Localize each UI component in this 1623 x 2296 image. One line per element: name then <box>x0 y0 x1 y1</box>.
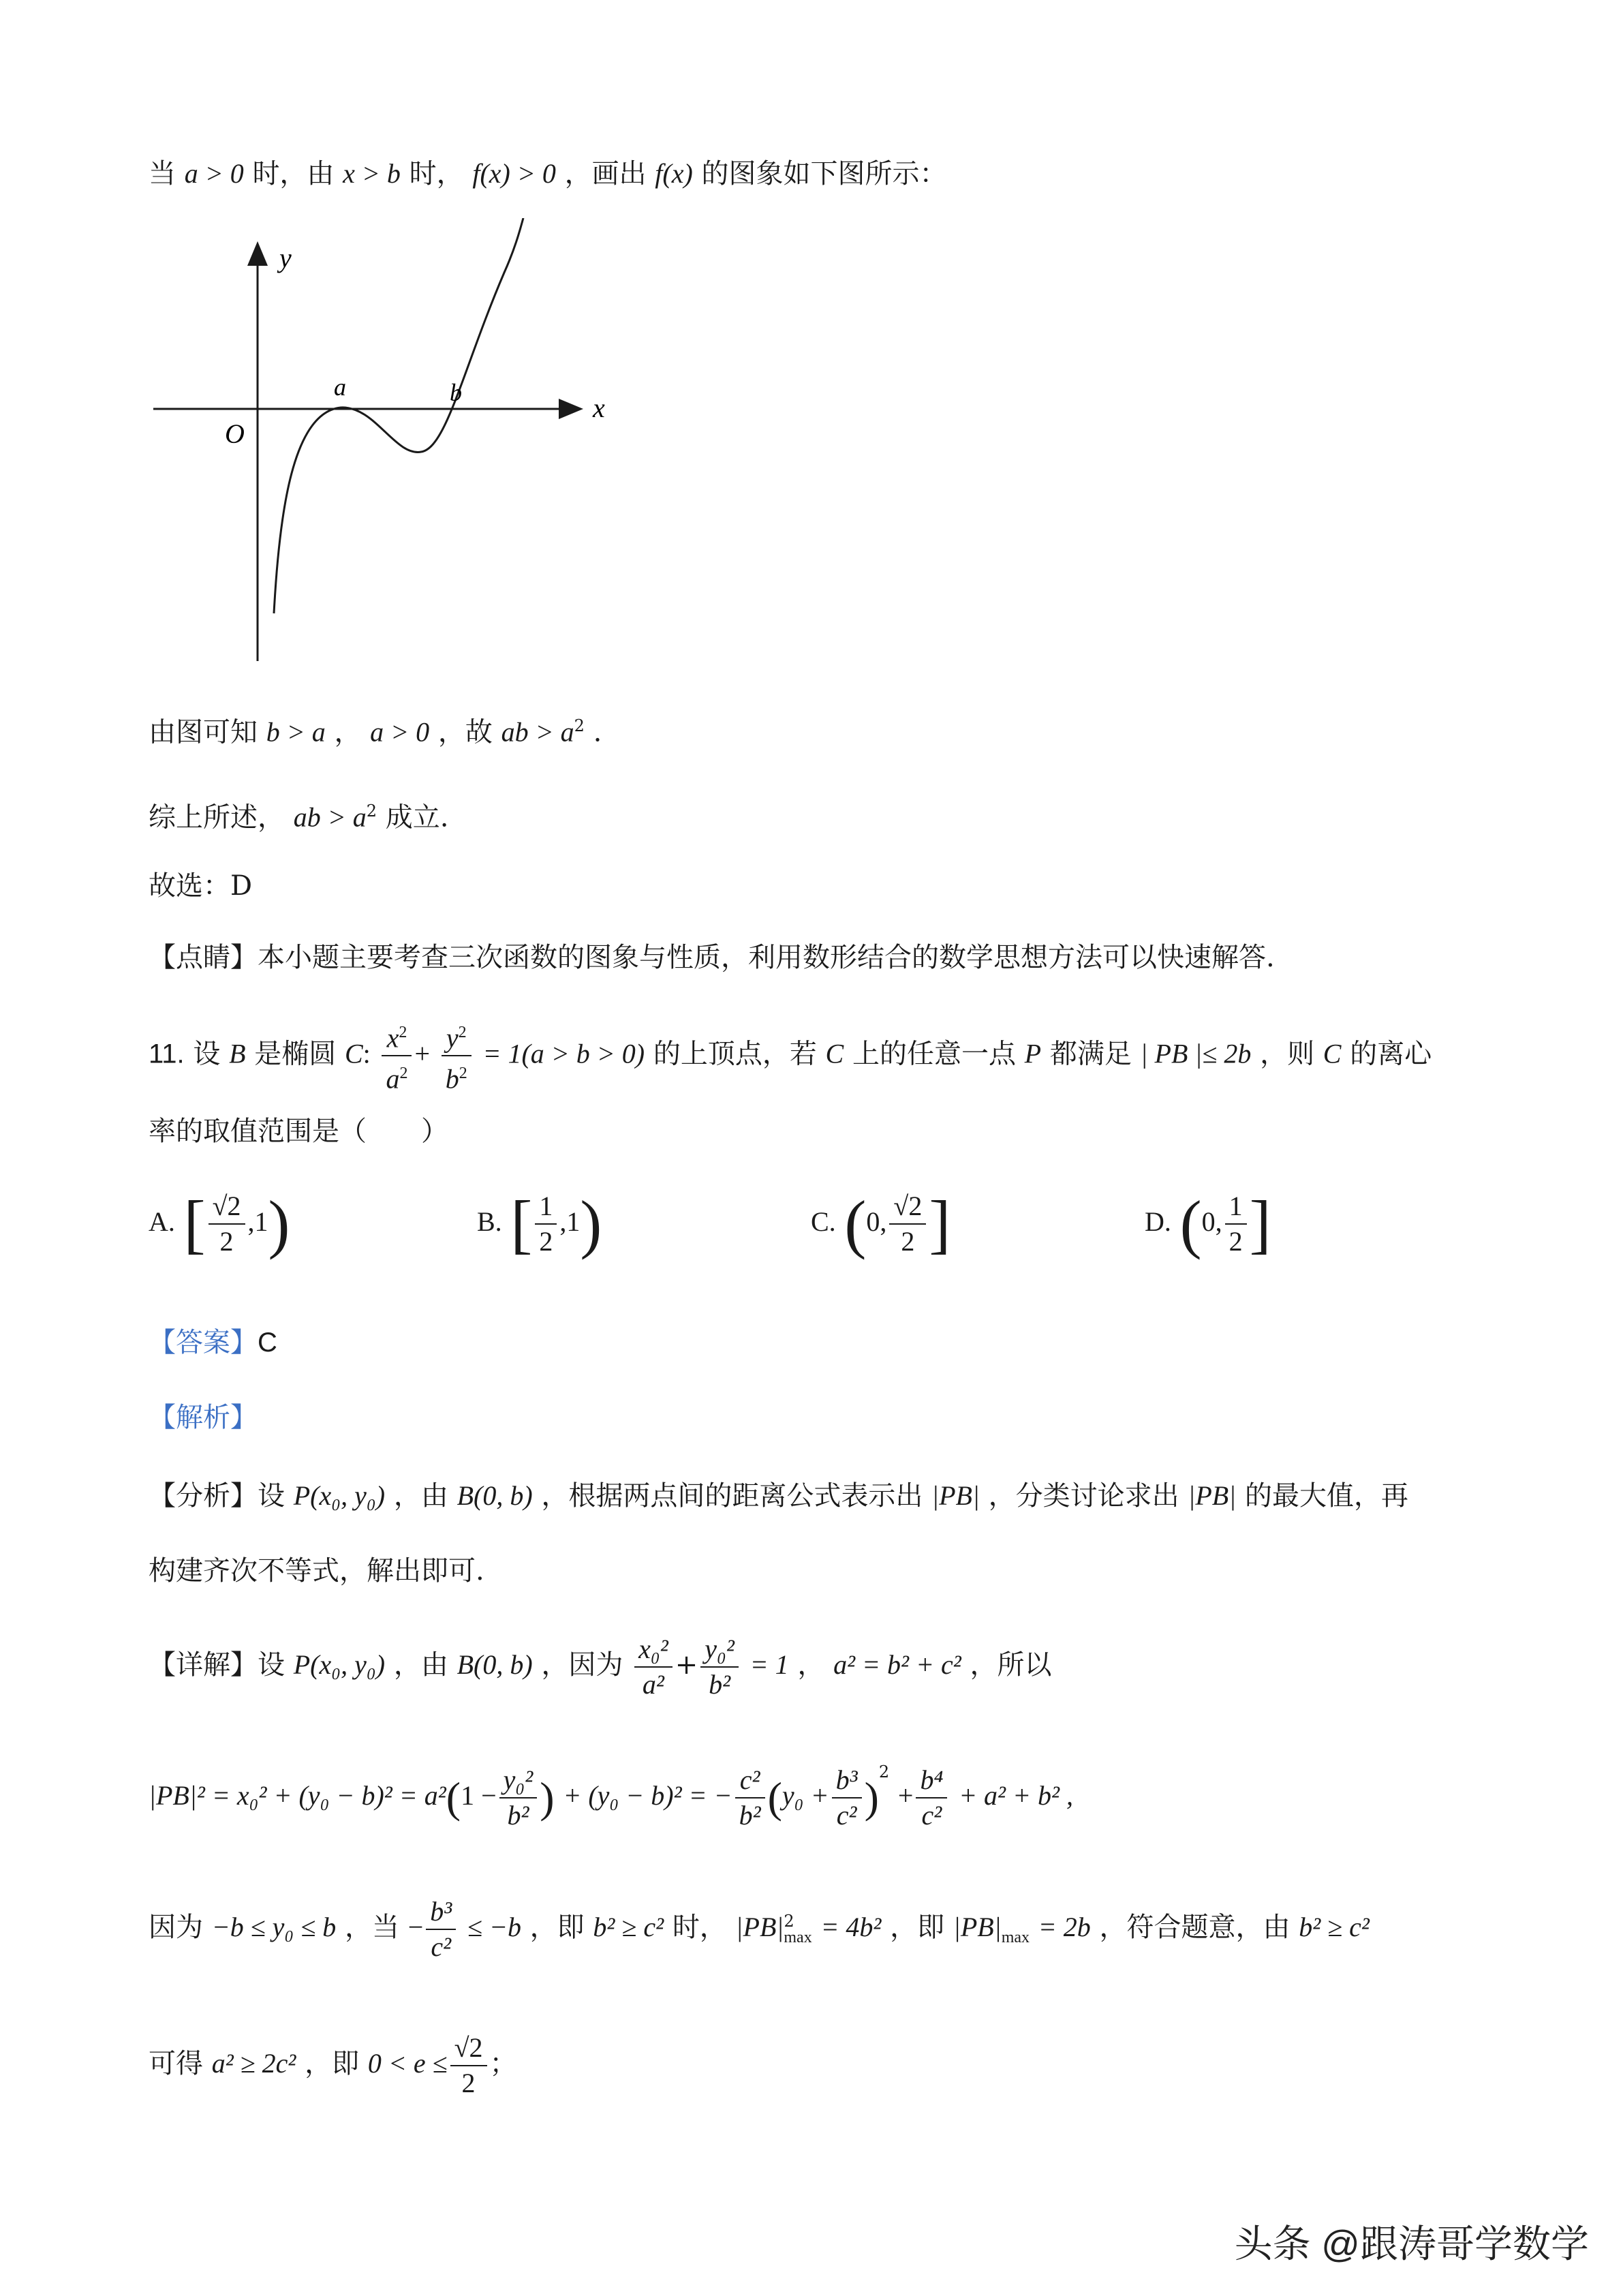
superscript: 2 <box>574 716 585 735</box>
text: ， <box>797 1649 825 1681</box>
text: ，当 <box>345 1912 399 1943</box>
text: ，则 <box>1260 1038 1315 1070</box>
math: |PB| <box>953 1912 1002 1942</box>
option-text: 0, <box>1201 1206 1222 1237</box>
cubic-curve <box>274 218 523 613</box>
text: 设 <box>258 1480 285 1512</box>
text: 综上所述， <box>149 801 285 833</box>
dianjing-line <box>149 937 1275 978</box>
math: P(x₀, y₀) <box>293 1480 386 1511</box>
math: b > a <box>266 716 326 748</box>
intro-line <box>149 153 947 194</box>
answer-label: 【答案】 <box>149 1328 258 1358</box>
answer-line <box>149 1322 277 1363</box>
math: 0 < e ≤ <box>367 2048 448 2079</box>
intro-math: f(x) <box>655 158 693 189</box>
math: |PB| <box>931 1480 980 1511</box>
text: 设 <box>258 1649 285 1681</box>
math: B <box>229 1038 246 1069</box>
text: ，即 <box>529 1912 585 1943</box>
option-label: C. <box>811 1206 836 1237</box>
text: 可得 <box>149 2048 203 2079</box>
denominator: 2 <box>208 1223 245 1259</box>
text: ，根据两点间的距离公式表示出 <box>541 1480 923 1512</box>
math: | PB |≤ 2b <box>1140 1038 1252 1069</box>
math: ab > a <box>293 801 367 833</box>
intro-text: 时， <box>409 158 464 189</box>
text: ，故 <box>437 716 493 748</box>
intro-math: a > 0 <box>184 158 244 189</box>
text: ，由 <box>393 1480 448 1512</box>
text: ，分类讨论求出 <box>988 1480 1179 1512</box>
math: ≤ −b <box>467 1912 521 1942</box>
text: ，符合题意，由 <box>1099 1912 1290 1943</box>
intro-math: x > b <box>343 158 401 189</box>
question-11-line2 <box>149 1111 448 1152</box>
intro-text: 时，由 <box>252 158 335 189</box>
text: 因为 <box>149 1912 203 1943</box>
math: a² ≥ 2c² <box>211 2048 296 2079</box>
math: = 1(a > b > 0) <box>482 1038 645 1069</box>
math: + a² + b² , <box>959 1780 1074 1811</box>
text: 是椭圆 <box>254 1038 337 1070</box>
text: 设 <box>193 1038 221 1070</box>
text: 的最大值，再 <box>1244 1480 1408 1512</box>
math: b² ≥ c² <box>1299 1912 1370 1942</box>
cubic-graph <box>143 218 634 682</box>
choice-text: 故选：D <box>149 870 253 902</box>
text: 率的取值范围是（ ） <box>149 1116 448 1147</box>
math: C <box>344 1038 363 1069</box>
case1-line: 因为 −b ≤ y₀ ≤ b ，当 − $\frac{\text{b³}}{\text{c²}}$ ≤ −b ，即 b² ≥ c² 时， |PB| 2 max = 4b² ，即 $|PB|_{max} = 2b$ ，符合题意，由 b² ≥ c² <box>149 1895 1370 1964</box>
math: y₀ + <box>782 1780 829 1811</box>
text: ，由 <box>393 1649 448 1681</box>
expansion-line: |PB|² = x₀² + (y₀ − b)² = a²(1 − $\frac{\text{y₀²}}{\text{b²}}$ ) + (y₀ − b)² = − $\frac{\text{c²}}{\text{b²}}$ (y₀ + $\frac{\text{b³}}{\text{c²}}$ )$^2$ + $\frac{\text{b⁴}}{\text{c²}}$ + a² + b² , <box>149 1751 1073 1833</box>
text: 成立. <box>385 801 449 833</box>
xiangjie-label: 【详解】 <box>149 1649 258 1681</box>
text: 由图可知 <box>149 716 258 748</box>
math: |PB|² = x₀² + (y₀ − b)² = a² <box>149 1780 446 1811</box>
text: . <box>593 716 602 748</box>
option-text: ,1 <box>247 1206 268 1237</box>
text: ，即 <box>890 1912 945 1943</box>
option-c[interactable]: C. (0, $\frac{√2}{2}$ ] <box>811 1187 951 1260</box>
analysis-label-text: 【解析】 <box>149 1403 258 1433</box>
math: a² = b² + c² <box>833 1649 961 1680</box>
origin-label: O <box>225 418 245 449</box>
numerator: y <box>446 1022 459 1054</box>
intro-text: 的图象如下图所示： <box>701 158 947 189</box>
math: = 2b <box>1038 1912 1091 1942</box>
option-label: A. <box>149 1206 175 1237</box>
math: + (y₀ − b)² = − <box>563 1780 732 1811</box>
intro-math: f(x) > 0 <box>472 158 556 189</box>
analysis-label <box>149 1397 258 1438</box>
option-text: 0, <box>866 1206 887 1237</box>
text: 构建齐次不等式，解出即可. <box>149 1555 484 1587</box>
superscript: 2 <box>366 801 377 821</box>
numerator: 1 <box>539 1191 553 1221</box>
text: ， <box>334 716 362 748</box>
text: 上的任意一点 <box>852 1038 1016 1070</box>
fenxi-line1 <box>149 1475 1408 1516</box>
math: : <box>362 1038 371 1069</box>
math: C <box>1323 1038 1342 1069</box>
intro-text: 当 <box>149 158 176 189</box>
math: b² ≥ c² <box>593 1912 664 1942</box>
denominator: 2 <box>1225 1223 1247 1259</box>
math: 1 − <box>461 1780 497 1811</box>
question-number: 11. <box>149 1039 185 1069</box>
math: −b ≤ y₀ ≤ b <box>211 1912 337 1942</box>
numerator: 1 <box>1228 1191 1243 1221</box>
text: ，因为 <box>541 1649 623 1681</box>
x0-fraction: $\frac{\text{x₀²}}{\text{a²}}$ <box>634 1632 673 1702</box>
math: P(x₀, y₀) <box>293 1649 386 1680</box>
text: 时， <box>672 1912 727 1943</box>
fenxi-line2 <box>149 1550 484 1591</box>
math: |PB| <box>1188 1480 1237 1511</box>
case1b-line: 可得 a² ≥ 2c² ，即 0 < e ≤ $\frac{√2}{2}$ ； <box>149 2031 517 2100</box>
numerator: x <box>386 1022 399 1054</box>
point-a-label: a <box>334 373 346 401</box>
math: ab > a <box>501 716 574 748</box>
denominator: b <box>445 1063 459 1095</box>
dianjing-text: 【点睛】本小题主要考查三次函数的图象与性质，利用数形结合的数学思想方法可以快速解答. <box>149 942 1275 973</box>
figure-conclusion <box>149 705 602 752</box>
math: B(0, b) <box>457 1480 533 1511</box>
denominator: 2 <box>889 1223 926 1259</box>
fenxi-label: 【分析】 <box>149 1480 258 1512</box>
xiangjie-line: 【详解】设 P(x₀, y₀) ，由 B(0, b) ，因为 $\frac{\text{x₀²}}{\text{a²}}$ + $\frac{\text{y₀²}}{\text{b²}}$ = 1 ， a² = b² + c² ，所以 <box>149 1632 1052 1702</box>
y0-fraction: $\frac{\text{y₀²}}{\text{b²}}$ <box>700 1632 739 1702</box>
superscript: 2 <box>878 1762 890 1781</box>
math: = 1 <box>749 1649 789 1680</box>
point-b-label: b <box>450 379 462 406</box>
x-axis-label: x <box>593 393 605 423</box>
denominator: 2 <box>535 1223 557 1259</box>
text: ； <box>489 2048 517 2079</box>
option-label: B. <box>477 1206 502 1237</box>
option-a[interactable]: A. [ $\frac{√2}{2}$ ,1) <box>149 1187 290 1260</box>
text: ，所以 <box>970 1649 1052 1681</box>
watermark: 头条 @跟涛哥学数学 <box>1234 2222 1589 2265</box>
ellipse-y-fraction: $\frac{y^2}{b^2}$ <box>442 1015 472 1097</box>
math: = 4b² <box>820 1912 882 1942</box>
math: − <box>407 1912 424 1942</box>
math: + <box>414 1038 431 1069</box>
math: C <box>825 1038 844 1069</box>
math: + <box>897 1780 914 1811</box>
numerator: √2 <box>893 1191 923 1221</box>
text: 的离心 <box>1350 1038 1432 1070</box>
math: P <box>1024 1038 1042 1069</box>
option-d[interactable]: D. (0, $\frac{1}{2}$ ] <box>1145 1187 1271 1260</box>
math: B(0, b) <box>457 1649 533 1680</box>
denominator: a <box>386 1063 400 1095</box>
math: a > 0 <box>370 716 430 748</box>
numerator: √2 <box>212 1191 241 1221</box>
choice-line <box>149 866 252 906</box>
text: 的上顶点，若 <box>653 1038 817 1070</box>
question-11-line1 <box>149 1015 1432 1097</box>
math: |PB| <box>735 1912 784 1942</box>
subscript: max <box>1001 1929 1030 1946</box>
answer-value: C <box>258 1328 277 1358</box>
option-b[interactable]: B. [ $\frac{1}{2}$ ,1) <box>477 1187 602 1260</box>
text: 都满足 <box>1049 1038 1132 1070</box>
option-label: D. <box>1145 1206 1171 1237</box>
y-axis-label: y <box>279 243 292 273</box>
text: ，即 <box>305 2048 360 2079</box>
intro-text: ，画出 <box>564 158 647 189</box>
ellipse-x-fraction: $\frac{x^2}{a^2}$ <box>382 1015 412 1097</box>
summary-line <box>149 791 448 838</box>
option-text: ,1 <box>559 1206 581 1237</box>
